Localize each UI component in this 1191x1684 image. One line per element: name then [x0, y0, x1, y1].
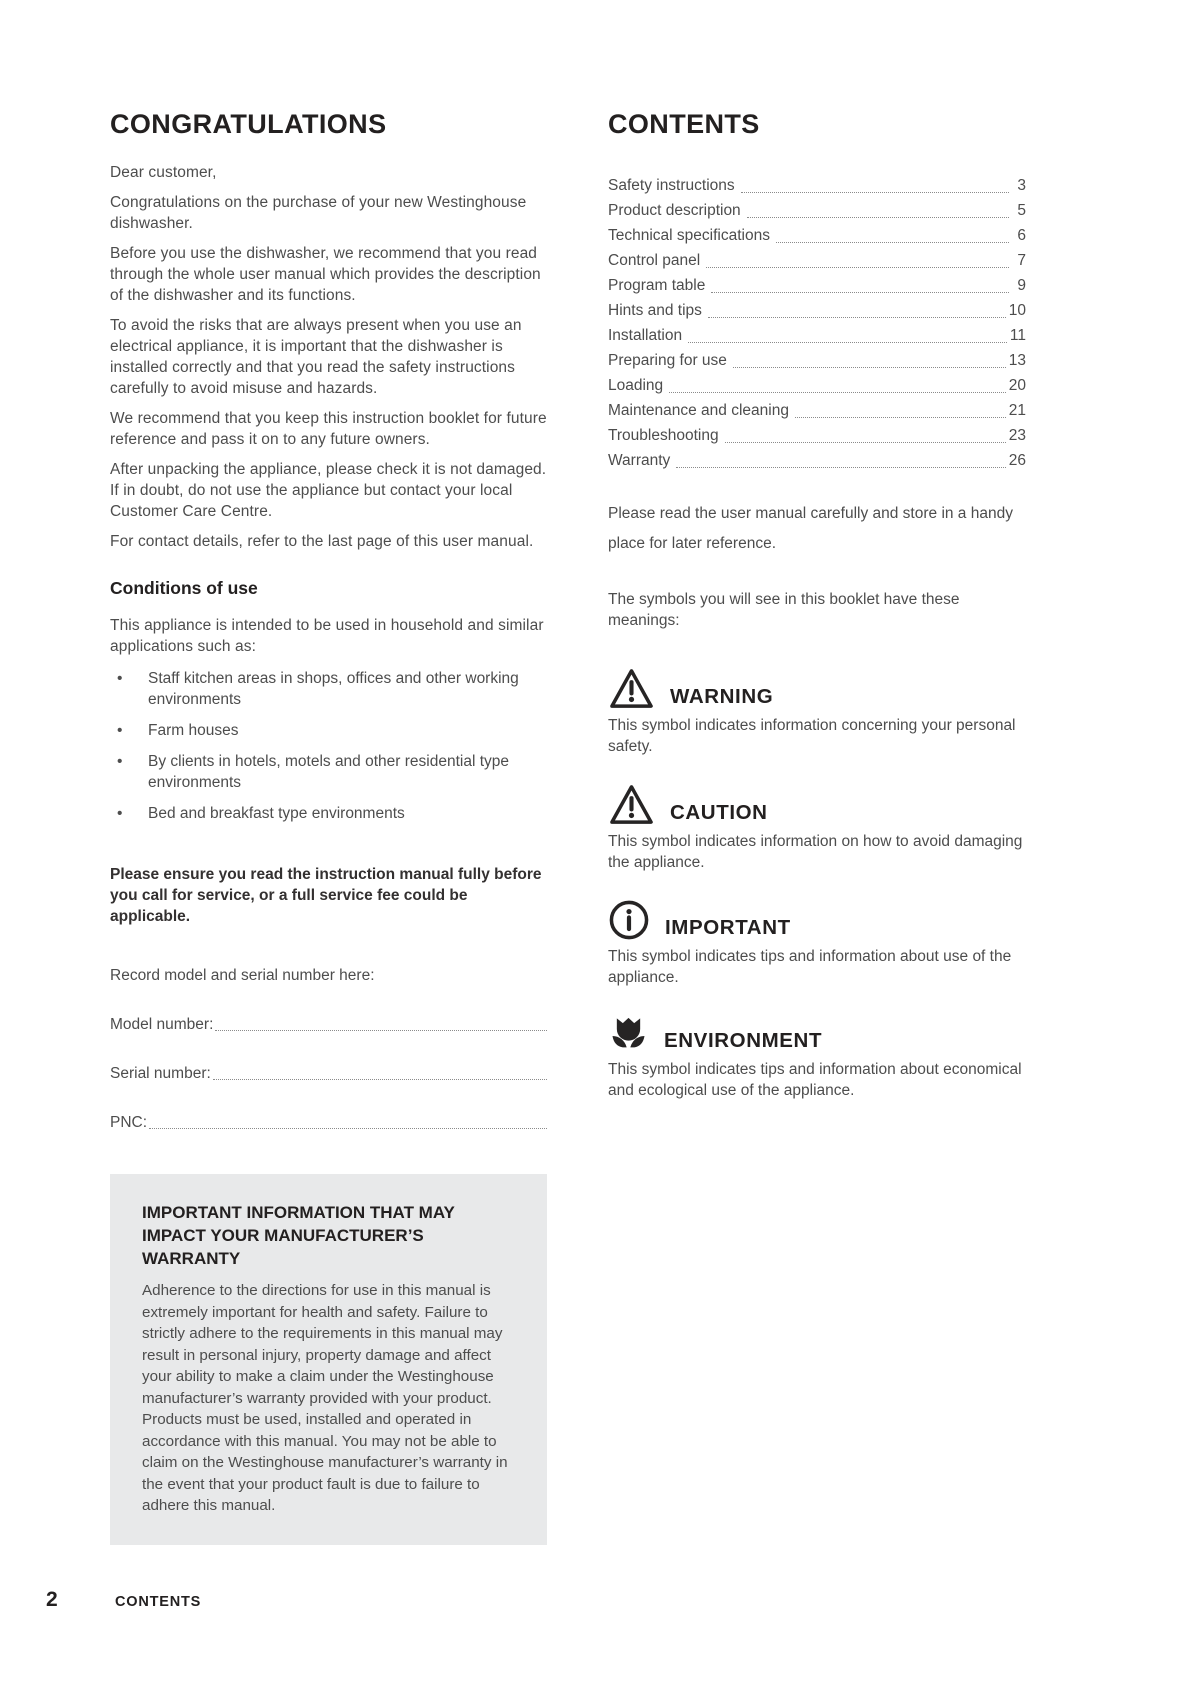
paragraph: To avoid the risks that are always present when you use an electrical appliance, it is important that the dishwasher is installed correctly and that you read the safety instructions carefully to avoid misuse and hazards.	[110, 317, 522, 397]
warranty-box-body: Adherence to the directions for use in this manual is extremely important for health and safety. Failure to strictly adhere to the requirements in this manual may result in personal injury, property damage and affect your ability to make a claim under the Westinghouse manufacturer’s warranty provided with your product. Products must be used, installed and operated in accordance with this manual. You may not be able to claim on the Westinghouse manufacturer’s warranty in the event that your product fault is due to failure to adhere this manual.	[142, 1282, 508, 1514]
toc-row	[608, 226, 1026, 246]
record-row	[110, 1114, 547, 1132]
symbols-intro-note: The symbols you will see in this booklet have these meanings:	[608, 591, 960, 629]
warranty-box-title: IMPORTANT INFORMATION THAT MAY IMPACT YOUR MANUFACTURER’S WARRANTY	[142, 1203, 455, 1268]
toc-entry-label: Maintenance and cleaning	[608, 402, 789, 419]
toc-dotted-leader	[688, 342, 1007, 343]
important-label: IMPORTANT	[665, 916, 791, 939]
congratulations-title: CONGRATULATIONS	[110, 109, 387, 139]
toc-dotted-leader	[733, 367, 1006, 368]
dotted-fill-line	[213, 1079, 547, 1080]
right-column	[608, 107, 1026, 1101]
toc-page-number: 9	[1017, 277, 1026, 294]
toc-dotted-leader	[706, 267, 1009, 268]
record-field-label: PNC:	[110, 1114, 148, 1131]
toc-row	[608, 376, 1026, 396]
toc-page-number: 26	[1008, 452, 1026, 469]
record-fields	[110, 1016, 547, 1132]
environment-description: This symbol indicates tips and information about economical and ecological use of the appliance.	[608, 1061, 1022, 1099]
toc-row	[608, 301, 1026, 321]
toc-page-number: 13	[1008, 352, 1026, 369]
toc-dotted-leader	[669, 392, 1006, 393]
read-manual-note: Please read the user manual carefully and store in a handy place for later reference.	[608, 505, 1013, 552]
toc-entry-label: Hints and tips	[608, 302, 702, 319]
toc-entry-label: Troubleshooting	[608, 427, 719, 444]
toc-entry-label: Loading	[608, 377, 664, 394]
toc-dotted-leader	[741, 192, 1009, 193]
dotted-fill-line	[149, 1128, 547, 1129]
warranty-info-box	[110, 1174, 547, 1545]
conditions-of-use-heading: Conditions of use	[110, 578, 258, 598]
toc-row	[608, 401, 1026, 421]
warning-description: This symbol indicates information concerning your personal safety.	[608, 717, 1016, 755]
paragraph: Before you use the dishwasher, we recommend that you read through the whole user manual which provides the description of the dishwasher and its functions.	[110, 245, 541, 304]
intro-paragraphs	[110, 162, 547, 552]
toc-page-number: 10	[1008, 302, 1026, 319]
tulip-icon	[608, 1014, 649, 1054]
paragraph: We recommend that you keep this instruction booklet for future reference and pass it on to any future owners.	[110, 410, 547, 448]
paragraph: Congratulations on the purchase of your new Westinghouse dishwasher.	[110, 194, 527, 232]
contents-title: CONTENTS	[608, 109, 760, 139]
record-row	[110, 1016, 547, 1034]
footer-page-number: 2	[46, 1588, 58, 1611]
table-of-contents	[608, 176, 1026, 471]
caution-symbol-block	[608, 783, 1026, 873]
toc-page-number: 5	[1017, 202, 1026, 219]
toc-dotted-leader	[708, 317, 1006, 318]
toc-dotted-leader	[747, 217, 1009, 218]
toc-entry-label: Control panel	[608, 252, 701, 269]
toc-page-number: 11	[1009, 327, 1026, 344]
toc-row	[608, 351, 1026, 371]
toc-entry-label: Preparing for use	[608, 352, 727, 369]
list-item: • Farm houses	[110, 720, 547, 741]
service-notice: Please ensure you read the instruction manual fully before you call for service, or a full service fee could be applicable.	[110, 866, 542, 925]
caution-triangle-icon	[608, 783, 655, 826]
toc-entry-label: Product description	[608, 202, 741, 219]
toc-page-number: 3	[1017, 177, 1026, 194]
toc-row	[608, 201, 1026, 221]
paragraph: For contact details, refer to the last page of this user manual.	[110, 533, 534, 550]
toc-row	[608, 176, 1026, 196]
toc-row	[608, 451, 1026, 471]
toc-row	[608, 426, 1026, 446]
caution-description: This symbol indicates information on how to avoid damaging the appliance.	[608, 833, 1023, 871]
toc-entry-label: Safety instructions	[608, 177, 735, 194]
toc-page-number: 23	[1008, 427, 1026, 444]
toc-entry-label: Warranty	[608, 452, 671, 469]
caution-label: CAUTION	[670, 801, 768, 824]
important-symbol-block	[608, 899, 1026, 988]
warning-symbol-block	[608, 667, 1026, 757]
toc-dotted-leader	[711, 292, 1009, 293]
toc-page-number: 6	[1017, 227, 1026, 244]
paragraph: After unpacking the appliance, please check it is not damaged. If in doubt, do not use the appliance but contact your local Customer Care Centre.	[110, 461, 547, 520]
list-item: • By clients in hotels, motels and other residential type environments	[110, 751, 547, 793]
warning-triangle-icon	[608, 667, 655, 710]
environment-symbol-block	[608, 1014, 1026, 1101]
toc-dotted-leader	[725, 442, 1006, 443]
list-item: • Staff kitchen areas in shops, offices and other working environments	[110, 668, 547, 710]
toc-dotted-leader	[676, 467, 1005, 468]
toc-row	[608, 251, 1026, 271]
warning-label: WARNING	[670, 685, 774, 708]
record-field-label: Model number:	[110, 1016, 214, 1033]
toc-dotted-leader	[795, 417, 1006, 418]
toc-entry-label: Technical specifications	[608, 227, 770, 244]
toc-page-number: 20	[1008, 377, 1026, 394]
important-description: This symbol indicates tips and information about use of the appliance.	[608, 948, 1012, 986]
toc-dotted-leader	[776, 242, 1009, 243]
toc-row	[608, 326, 1026, 346]
record-intro: Record model and serial number here:	[110, 967, 375, 984]
list-item: • Bed and breakfast type environments	[110, 803, 547, 824]
footer-section-label: CONTENTS	[115, 1594, 202, 1610]
record-row	[110, 1065, 547, 1083]
conditions-intro: This appliance is intended to be used in household and similar applications such as:	[110, 617, 544, 655]
left-column	[110, 107, 547, 1545]
info-circle-icon	[608, 899, 650, 941]
dotted-fill-line	[215, 1030, 547, 1031]
toc-page-number: 21	[1008, 402, 1026, 419]
record-field-label: Serial number:	[110, 1065, 211, 1082]
toc-entry-label: Installation	[608, 327, 683, 344]
toc-entry-label: Program table	[608, 277, 706, 294]
environment-label: ENVIRONMENT	[664, 1029, 823, 1052]
toc-row	[608, 276, 1026, 296]
toc-page-number: 7	[1017, 252, 1026, 269]
paragraph: Dear customer,	[110, 164, 217, 181]
conditions-list	[110, 668, 547, 824]
